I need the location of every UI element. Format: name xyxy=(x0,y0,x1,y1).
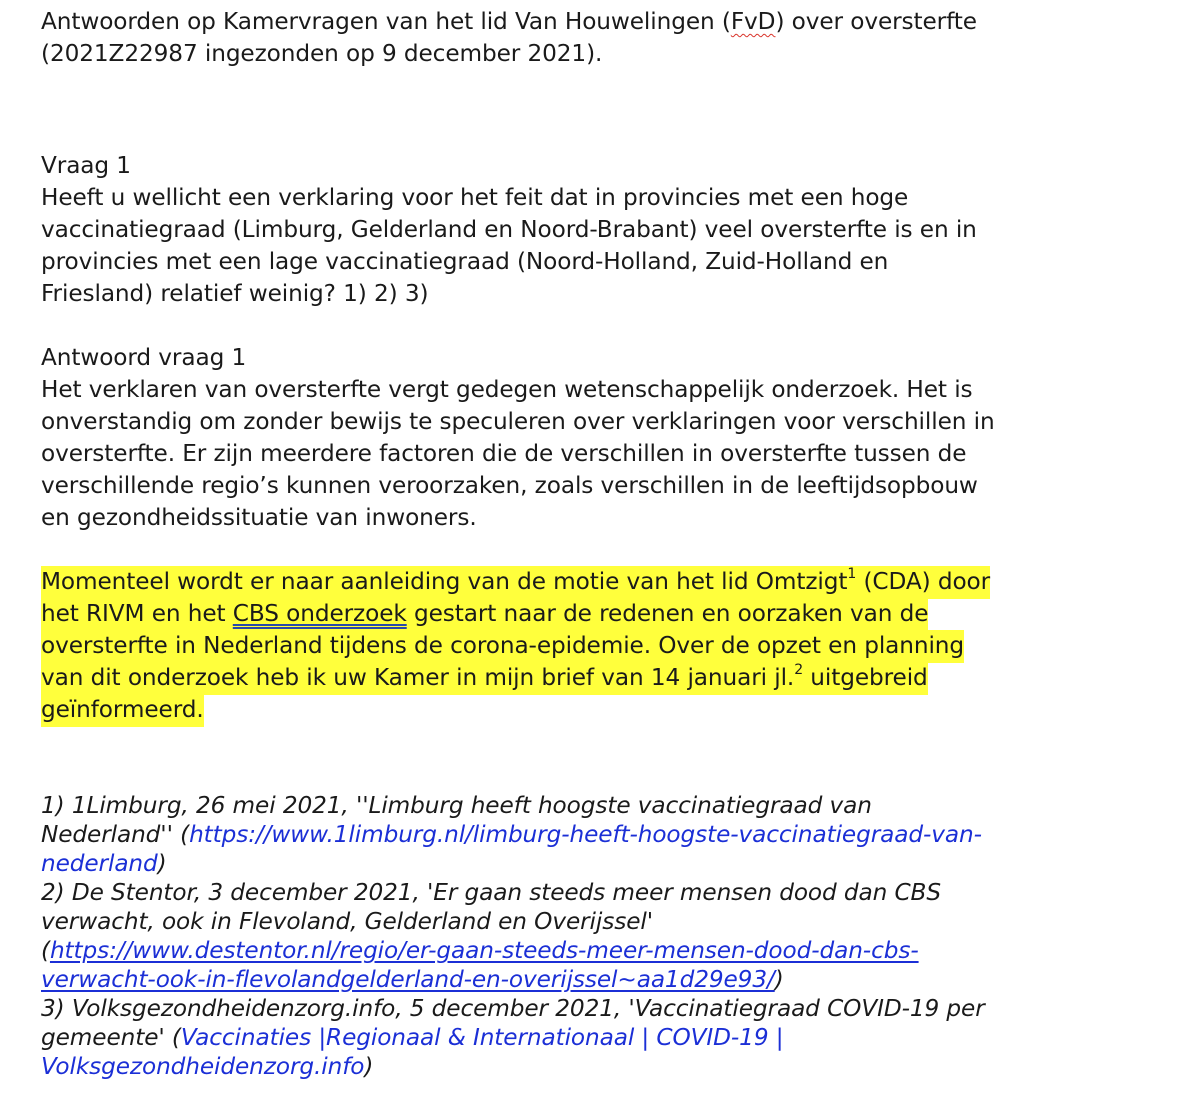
answer-text-line: onverstandig om zonder bewijs te speculeren over verklaringen voor verschillen in xyxy=(41,408,995,435)
reference-3-link-continued[interactable]: Volksgezondheidenzorg.info xyxy=(41,1053,365,1080)
reference-1-line-1: 1) 1Limburg, 26 mei 2021, ''Limburg heeft hoogste vaccinatiegraad van xyxy=(41,792,872,819)
highlighted-line: het RIVM en het CBS onderzoek gestart naar de redenen en oorzaken van de xyxy=(41,598,1151,630)
reference-1-line-3: nederland) xyxy=(41,850,167,877)
question-text-line: Friesland) relatief weinig? 1) 2) 3) xyxy=(41,280,429,307)
reference-3-line-3: Volksgezondheidenzorg.info) xyxy=(41,1053,374,1080)
answer-heading: Antwoord vraag 1 xyxy=(41,344,247,371)
footnote-marker[interactable]: 2 xyxy=(794,662,804,679)
highlighted-line: geïnformeerd. xyxy=(41,694,1151,726)
answer-text-line: en gezondheidssituatie van inwoners. xyxy=(41,504,477,531)
answer-text-line: oversterfte. Er zijn meerdere factoren die de verschillen in oversterfte tussen de xyxy=(41,440,967,467)
reference-1-link[interactable]: https://www.1limburg.nl/limburg-heeft-hoogste-vaccinatiegraad-van- xyxy=(189,821,982,848)
reference-3-link[interactable]: Vaccinaties |Regionaal & Internationaal | COVID-19 | xyxy=(180,1024,784,1051)
title-line-2: (2021Z22987 ingezonden op 9 december 2021). xyxy=(41,40,603,67)
reference-1-link-continued[interactable]: nederland xyxy=(41,850,158,877)
reference-3-line-2: gemeente' (Vaccinaties |Regionaal & Internationaal | COVID-19 | xyxy=(41,1024,784,1051)
question-section xyxy=(41,150,1151,310)
reference-2-link-continued[interactable]: verwacht-ook-in-flevolandgelderland-en-overijssel~aa1d29e93/ xyxy=(41,966,775,993)
question-text-line: vaccinatiegraad (Limburg, Gelderland en Noord-Brabant) veel oversterfte is en in xyxy=(41,216,977,243)
reference-3-line-1: 3) Volksgezondheidenzorg.info, 5 december 2021, 'Vaccinatiegraad COVID-19 per xyxy=(41,995,985,1022)
reference-2-line-2: verwacht, ook in Flevoland, Gelderland en Overijssel' xyxy=(41,908,653,935)
highlighted-line: oversterfte in Nederland tijdens de corona-epidemie. Over de opzet en planning xyxy=(41,630,1151,662)
title-line-1: Antwoorden op Kamervragen van het lid Van Houwelingen (FvD) over oversterfte xyxy=(41,8,977,35)
highlighted-line: van dit onderzoek heb ik uw Kamer in mijn brief van 14 januari jl.$^2$ uitgebreid xyxy=(41,662,1151,694)
reference-2-line-1: 2) De Stentor, 3 december 2021, 'Er gaan steeds meer mensen dood dan CBS xyxy=(41,879,941,906)
document-title xyxy=(41,6,1151,70)
reference-1-line-2: Nederland'' (https://www.1limburg.nl/limburg-heeft-hoogste-vaccinatiegraad-van- xyxy=(41,821,982,848)
question-text-line: Heeft u wellicht een verklaring voor het feit dat in provincies met een hoge xyxy=(41,184,909,211)
footnote-marker[interactable]: 1 xyxy=(847,566,857,583)
references-section xyxy=(41,791,1151,1081)
reference-2-line-4: verwacht-ook-in-flevolandgelderland-en-overijssel~aa1d29e93/) xyxy=(41,966,784,993)
highlighted-paragraph xyxy=(41,566,1151,726)
answer-section xyxy=(41,342,1151,534)
cbs-onderzoek-text: CBS onderzoek xyxy=(232,600,407,627)
party-abbreviation: FvD xyxy=(730,8,776,35)
question-heading: Vraag 1 xyxy=(41,152,131,179)
answer-text-line: Het verklaren van oversterfte vergt gedegen wetenschappelijk onderzoek. Het is xyxy=(41,376,973,403)
reference-2-line-3: (https://www.destentor.nl/regio/er-gaan-steeds-meer-mensen-dood-dan-cbs- xyxy=(41,937,919,964)
reference-2-link[interactable]: https://www.destentor.nl/regio/er-gaan-steeds-meer-mensen-dood-dan-cbs- xyxy=(49,937,919,964)
document-page xyxy=(41,6,1151,1081)
question-text-line: provincies met een lage vaccinatiegraad (Noord-Holland, Zuid-Holland en xyxy=(41,248,889,275)
answer-text-line: verschillende regio’s kunnen veroorzaken, zoals verschillen in de leeftijdsopbouw xyxy=(41,472,978,499)
highlighted-line: Momenteel wordt er naar aanleiding van de motie van het lid Omtzigt$^1$ (CDA) door xyxy=(41,566,1151,598)
